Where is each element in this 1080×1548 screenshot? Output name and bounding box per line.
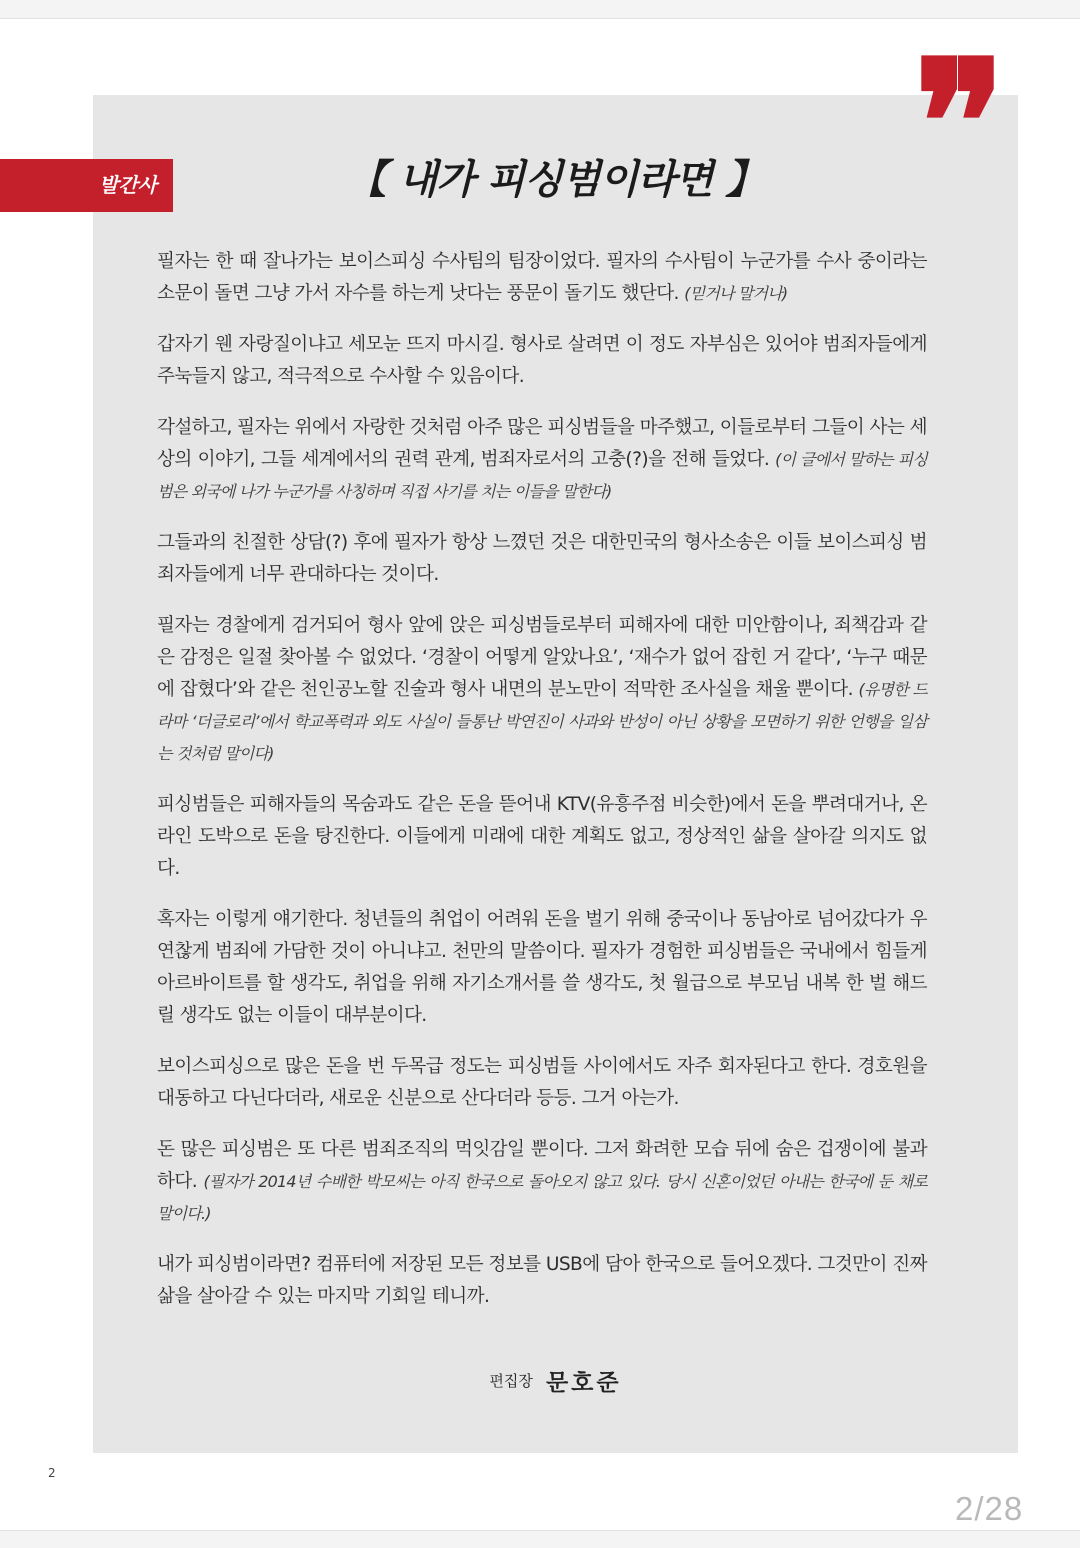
paragraph-note: (이 글에서 말하는 피싱범은 외국에 나가 누군가를 사칭하며 직접 사기를 치는 이들을 말한다) [157,450,927,501]
paragraph [157,904,927,1032]
section-label: 발간사 [0,159,173,212]
paragraph [157,1134,927,1230]
paragraph [157,329,927,393]
viewer-bottom-edge [0,1530,1080,1548]
paragraph-note: (유명한 드라마 ‘더글로리’에서 학교폭력과 외도 사실이 들통난 박연진이 사과와 반성이 아닌 상황을 모면하기 위한 언행을 일삼는 것처럼 말이다) [157,680,928,763]
paragraph-note: (필자가 2014년 수배한 박모씨는 아직 한국으로 돌아오지 않고 있다. 당시 신혼이었던 아내는 한국에 둔 채로 말이다.) [157,1172,928,1223]
author-role: 편집장 [489,1372,533,1390]
author-name: 문호준 [545,1370,622,1396]
paragraph-text: 그들과의 친절한 상담(?) 후에 필자가 항상 느꼈던 것은 대한민국의 형사소송은 이들 보이스피싱 범죄자들에게 너무 관대하다는 것이다. [157,532,927,585]
paragraph [157,527,927,591]
paragraph-text: 갑자기 웬 자랑질이냐고 세모눈 뜨지 마시길. 형사로 살려면 이 정도 자부심은 있어야 범죄자들에게 주눅들지 않고, 적극적으로 수사할 수 있음이다. [157,334,927,387]
paragraph [157,412,927,508]
paragraph-text: 보이스피싱으로 많은 돈을 번 두목급 정도는 피싱범들 사이에서도 자주 회자된다고 한다. 경호원을 대동하고 다닌다더라, 새로운 신분으로 산다더라 등등. 그거 아는가. [157,1056,927,1109]
paragraph-text: 필자는 한 때 잘나가는 보이스피싱 수사팀의 팀장이었다. 필자의 수사팀이 누군가를 수사 중이라는 소문이 돌면 그냥 가서 자수를 하는게 낫다는 풍문이 돌기도 했단다. [157,251,927,304]
closing-quote-icon: ❞ [914,23,988,223]
paragraph-text: 내가 피싱범이라면? 컴퓨터에 저장된 모든 정보를 USB에 담아 한국으로 들어오겠다. 그것만이 진짜 삶을 살아갈 수 있는 마지막 기회일 테니까. [157,1254,927,1307]
paragraph [157,1249,927,1313]
paragraph [157,789,927,885]
paragraph-text: 돈 많은 피싱범은 또 다른 범죄조직의 먹잇감일 뿐이다. 그저 화려한 모습 뒤에 숨은 겁쟁이에 불과하다. [157,1139,927,1192]
paragraph-text: 혹자는 이렇게 얘기한다. 청년들의 취업이 어려워 돈을 벌기 위해 중국이나 동남아로 넘어갔다가 우연찮게 범죄에 가담한 것이 아니냐고. 천만의 말씀이다. 필자가 경험한 피싱범들은 국내에서 힘들게 아르바이트를 할 생각도, 취업을 위해 자기소개서를 쓸 생각도, 첫 월급으로 부모님 내복 한 벌 해드릴 생각도 없는 이들이 대부분이다. [157,909,927,1026]
paragraph-note: (믿거나 말거나) [684,284,788,303]
paragraph [157,246,927,310]
article-title: 【 내가 피싱범이라면 】 [346,157,765,203]
page-counter: 2/28 [955,1490,1024,1527]
paragraph [157,610,927,770]
author-signature [93,1364,1018,1397]
paragraph-text: 피싱범들은 피해자들의 목숨과도 같은 돈을 뜯어내 KTV(유흥주점 비슷한)에서 돈을 뿌려대거나, 온라인 도박으로 돈을 탕진한다. 이들에게 미래에 대한 계획도 없고, 정상적인 삶을 살아갈 의지도 없다. [157,794,927,879]
paragraph-text: 각설하고, 필자는 위에서 자랑한 것처럼 아주 많은 피싱범들을 마주했고, 이들로부터 그들이 사는 세상의 이야기, 그들 세계에서의 권력 관계, 범죄자로서의 고충(?)을 전해 들었다. [157,417,927,470]
article-body [157,246,927,1332]
viewer-top-edge [0,0,1080,19]
paragraph-text: 필자는 경찰에게 검거되어 형사 앞에 앉은 피싱범들로부터 피해자에 대한 미안함이나, 죄책감과 같은 감정은 일절 찾아볼 수 없었다. ‘경찰이 어떻게 알았나요’, ‘재수가 없어 잡힌 거 같다’, ‘누구 때문에 잡혔다’와 같은 천인공노할 진술과 형사 내면의 분노만이 적막한 조사실을 채울 뿐이다. [157,615,927,700]
printed-page-number: 2 [48,1466,56,1480]
paragraph [157,1051,927,1115]
